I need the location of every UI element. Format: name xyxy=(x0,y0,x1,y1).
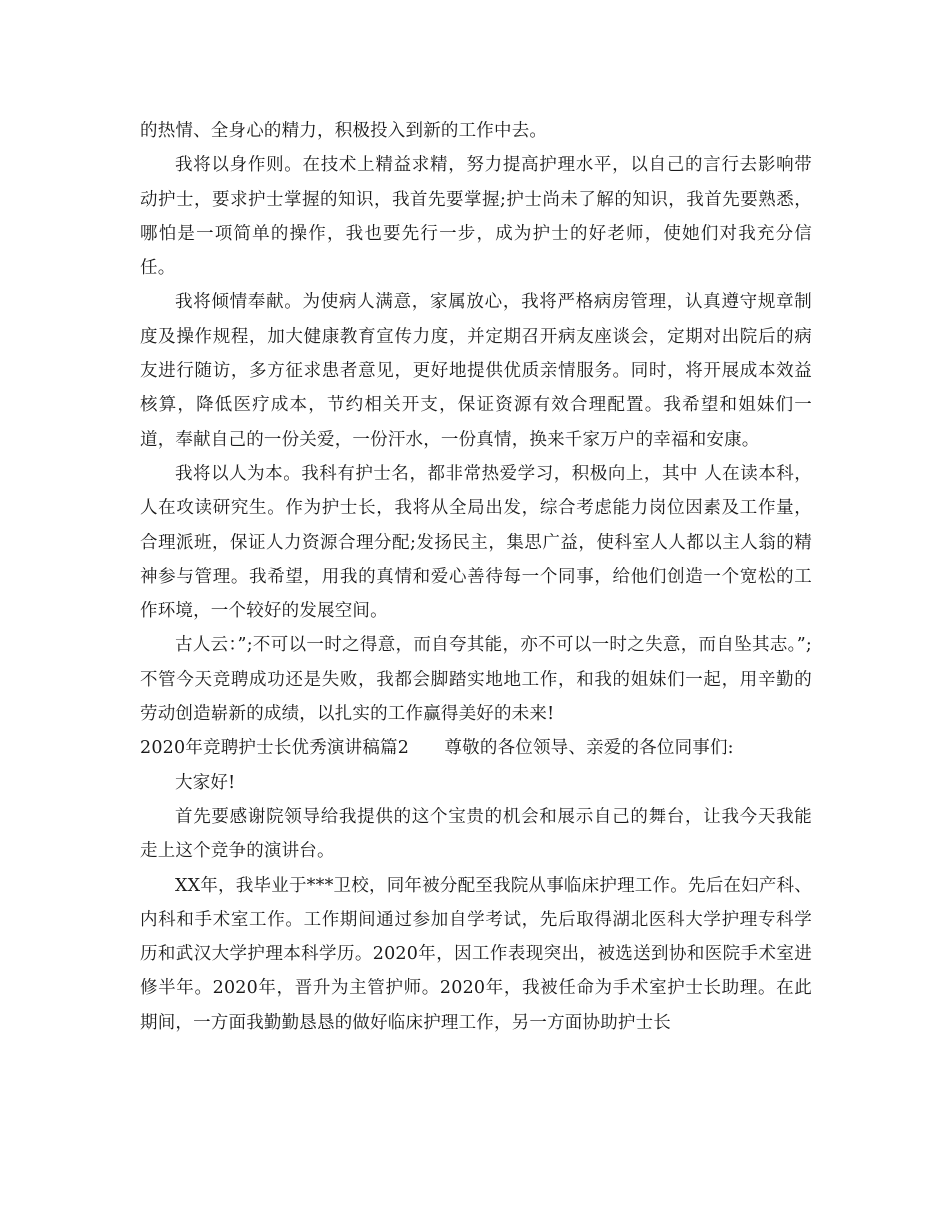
paragraph-ancient-saying: 古人云：”;不可以一时之得意，而自夸其能，亦不可以一时之失意，而自坠其志。”;不管今天竞聘成功还是失败，我都会脚踏实地地工作，和我的姐妹们一起，用辛勤的劳动创造崭新的成绩，以扎实的工作赢得美好的未来! xyxy=(140,635,812,725)
paragraph-greeting: 大家好! xyxy=(175,772,236,793)
paragraph-dedication: 我将倾情奉献。为使病人满意，家属放心，我将严格病房管理，认真遵守规章制度及操作规程，加大健康教育宣传力度，并定期召开病友座谈会，定期对出院后的病友进行随访，多方征求患者意见，更好地提供优质亲情服务。同时，将开展成本效益核算，降低医疗成本，节约相关开支，保证资源有效合理配置。我希望和姐妹们一道，奉献自己的一份关爱，一份汗水，一份真情，换来千家万户的幸福和安康。 xyxy=(140,292,812,450)
paragraph-continuation: 的热情、全身心的精力，积极投入到新的工作中去。 xyxy=(140,121,548,141)
paragraph-background: XX年，我毕业于***卫校，同年被分配至我院从事临床护理工作。先后在妇产科、内科和手术室工作。工作期间通过参加自学考试，先后取得湖北医科大学护理专科学历和武汉大学护理本科学历。2020年，因工作表现突出，被选送到协和医院手术室进修半年。2020年，晋升为主管护师。2020年，我被任命为手术室护士长助理。在此期间，一方面我勤勤恳恳的做好临床护理工作，另一方面协助护士长 xyxy=(140,875,812,1033)
paragraph-thanks: 首先要感谢院领导给我提供的这个宝贵的机会和展示自己的舞台，让我今天我能走上这个竞争的演讲台。 xyxy=(140,806,812,862)
section-heading: 2020年竞聘护士长优秀演讲稿篇2 尊敬的各位领导、亲爱的各位同事们: xyxy=(140,738,734,759)
paragraph-people-oriented: 我将以人为本。我科有护士名，都非常热爱学习，积极向上，其中 人在读本科，人在攻读研究生。作为护士长，我将从全局出发，综合考虑能力岗位因素及工作量，合理派班，保证人力资源合理分配;发扬民主，集思广益，使科室人人都以主人翁的精神参与管理。我希望，用我的真情和爱心善待每一个同事，给他们创造一个宽松的工作环境，一个较好的发展空间。 xyxy=(140,463,812,622)
paragraph-lead-by-example: 我将以身作则。在技术上精益求精，努力提高护理水平，以自己的言行去影响带动护士，要求护士掌握的知识，我首先要掌握;护士尚未了解的知识，我首先要熟悉，哪怕是一项简单的操作，我也要先行一步，成为护士的好老师，使她们对我充分信任。 xyxy=(140,155,812,279)
document-body xyxy=(140,114,812,1040)
